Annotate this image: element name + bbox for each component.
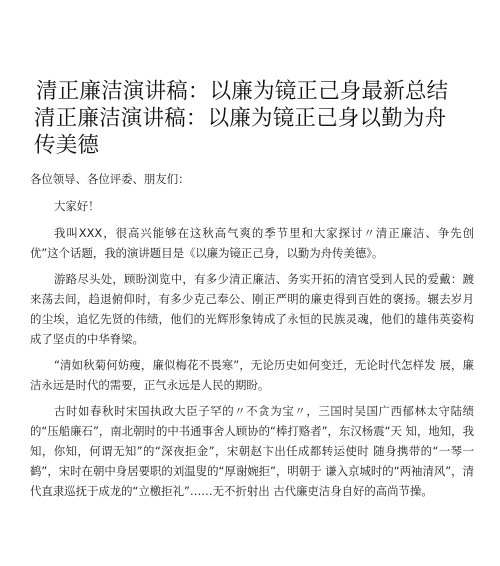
document-title	[36, 78, 474, 159]
paragraph-history: 游路尽头处，顾盼浏览中，有多少清正廉洁、务实开拓的清官受到人民的爱戴：踱来荡去间，趋退俯仰时，有多少克己奉公、刚正严明的廉吏得到百姓的褒扬。辗去岁月的尘埃，追忆先贤的伟绩，他们的光辉形象铸成了永恒的民族灵魂，他们的雄伟英姿构成了坚贞的中华脊梁。	[30, 272, 474, 346]
paragraph-quote: “清如秋菊何妨瘦，廉似梅花不畏寒”，无论历史如何变迁，无论时代怎样发 展，廉洁永远是时代的需要，正气永远是人民的期盼。	[30, 358, 474, 392]
title-line-1: 清正廉洁演讲稿：以廉为镜正己身最新总结	[36, 79, 449, 104]
title-line-2: 清正廉洁演讲稿：以廉为镜正己身以勤为舟	[34, 106, 447, 131]
paragraph-intro: 我叫XXX，很高兴能够在这秋高气爽的季节里和大家探讨〃清正廉洁、争先创 优”这个话题，我的演讲题目是《以廉为镜正己身，以勤为舟传美德》。	[30, 226, 474, 260]
title-line-3: 传美德	[34, 133, 100, 158]
greeting-line: 各位领导、各位评委、朋友们：	[30, 172, 190, 186]
paragraph-examples: 古时如春秋时宋国执政大臣子罕的〃不贪为宝〃，三国时吴国广西郁林太守陆绩的“压船廉石”，南北朝时的中书通事舍人顾协的“棒打赂者”，东汉杨震“天 知，地知，我知，你知，何谓无知”的“深夜拒金”，宋朝赵卞出任成都转运使时 随身携带的“一琴一鹤”，宋时在朝中身居要职的刘温叟的“厚谢婉拒”，明朝于 谦入京城时的“两袖清风”，清代直隶巡抚于成龙的“立檄拒礼”……无不折射出 古代廉吏洁身自好的高尚节操。	[30, 404, 474, 498]
salutation: 大家好！	[54, 199, 100, 213]
document-body	[30, 169, 474, 501]
